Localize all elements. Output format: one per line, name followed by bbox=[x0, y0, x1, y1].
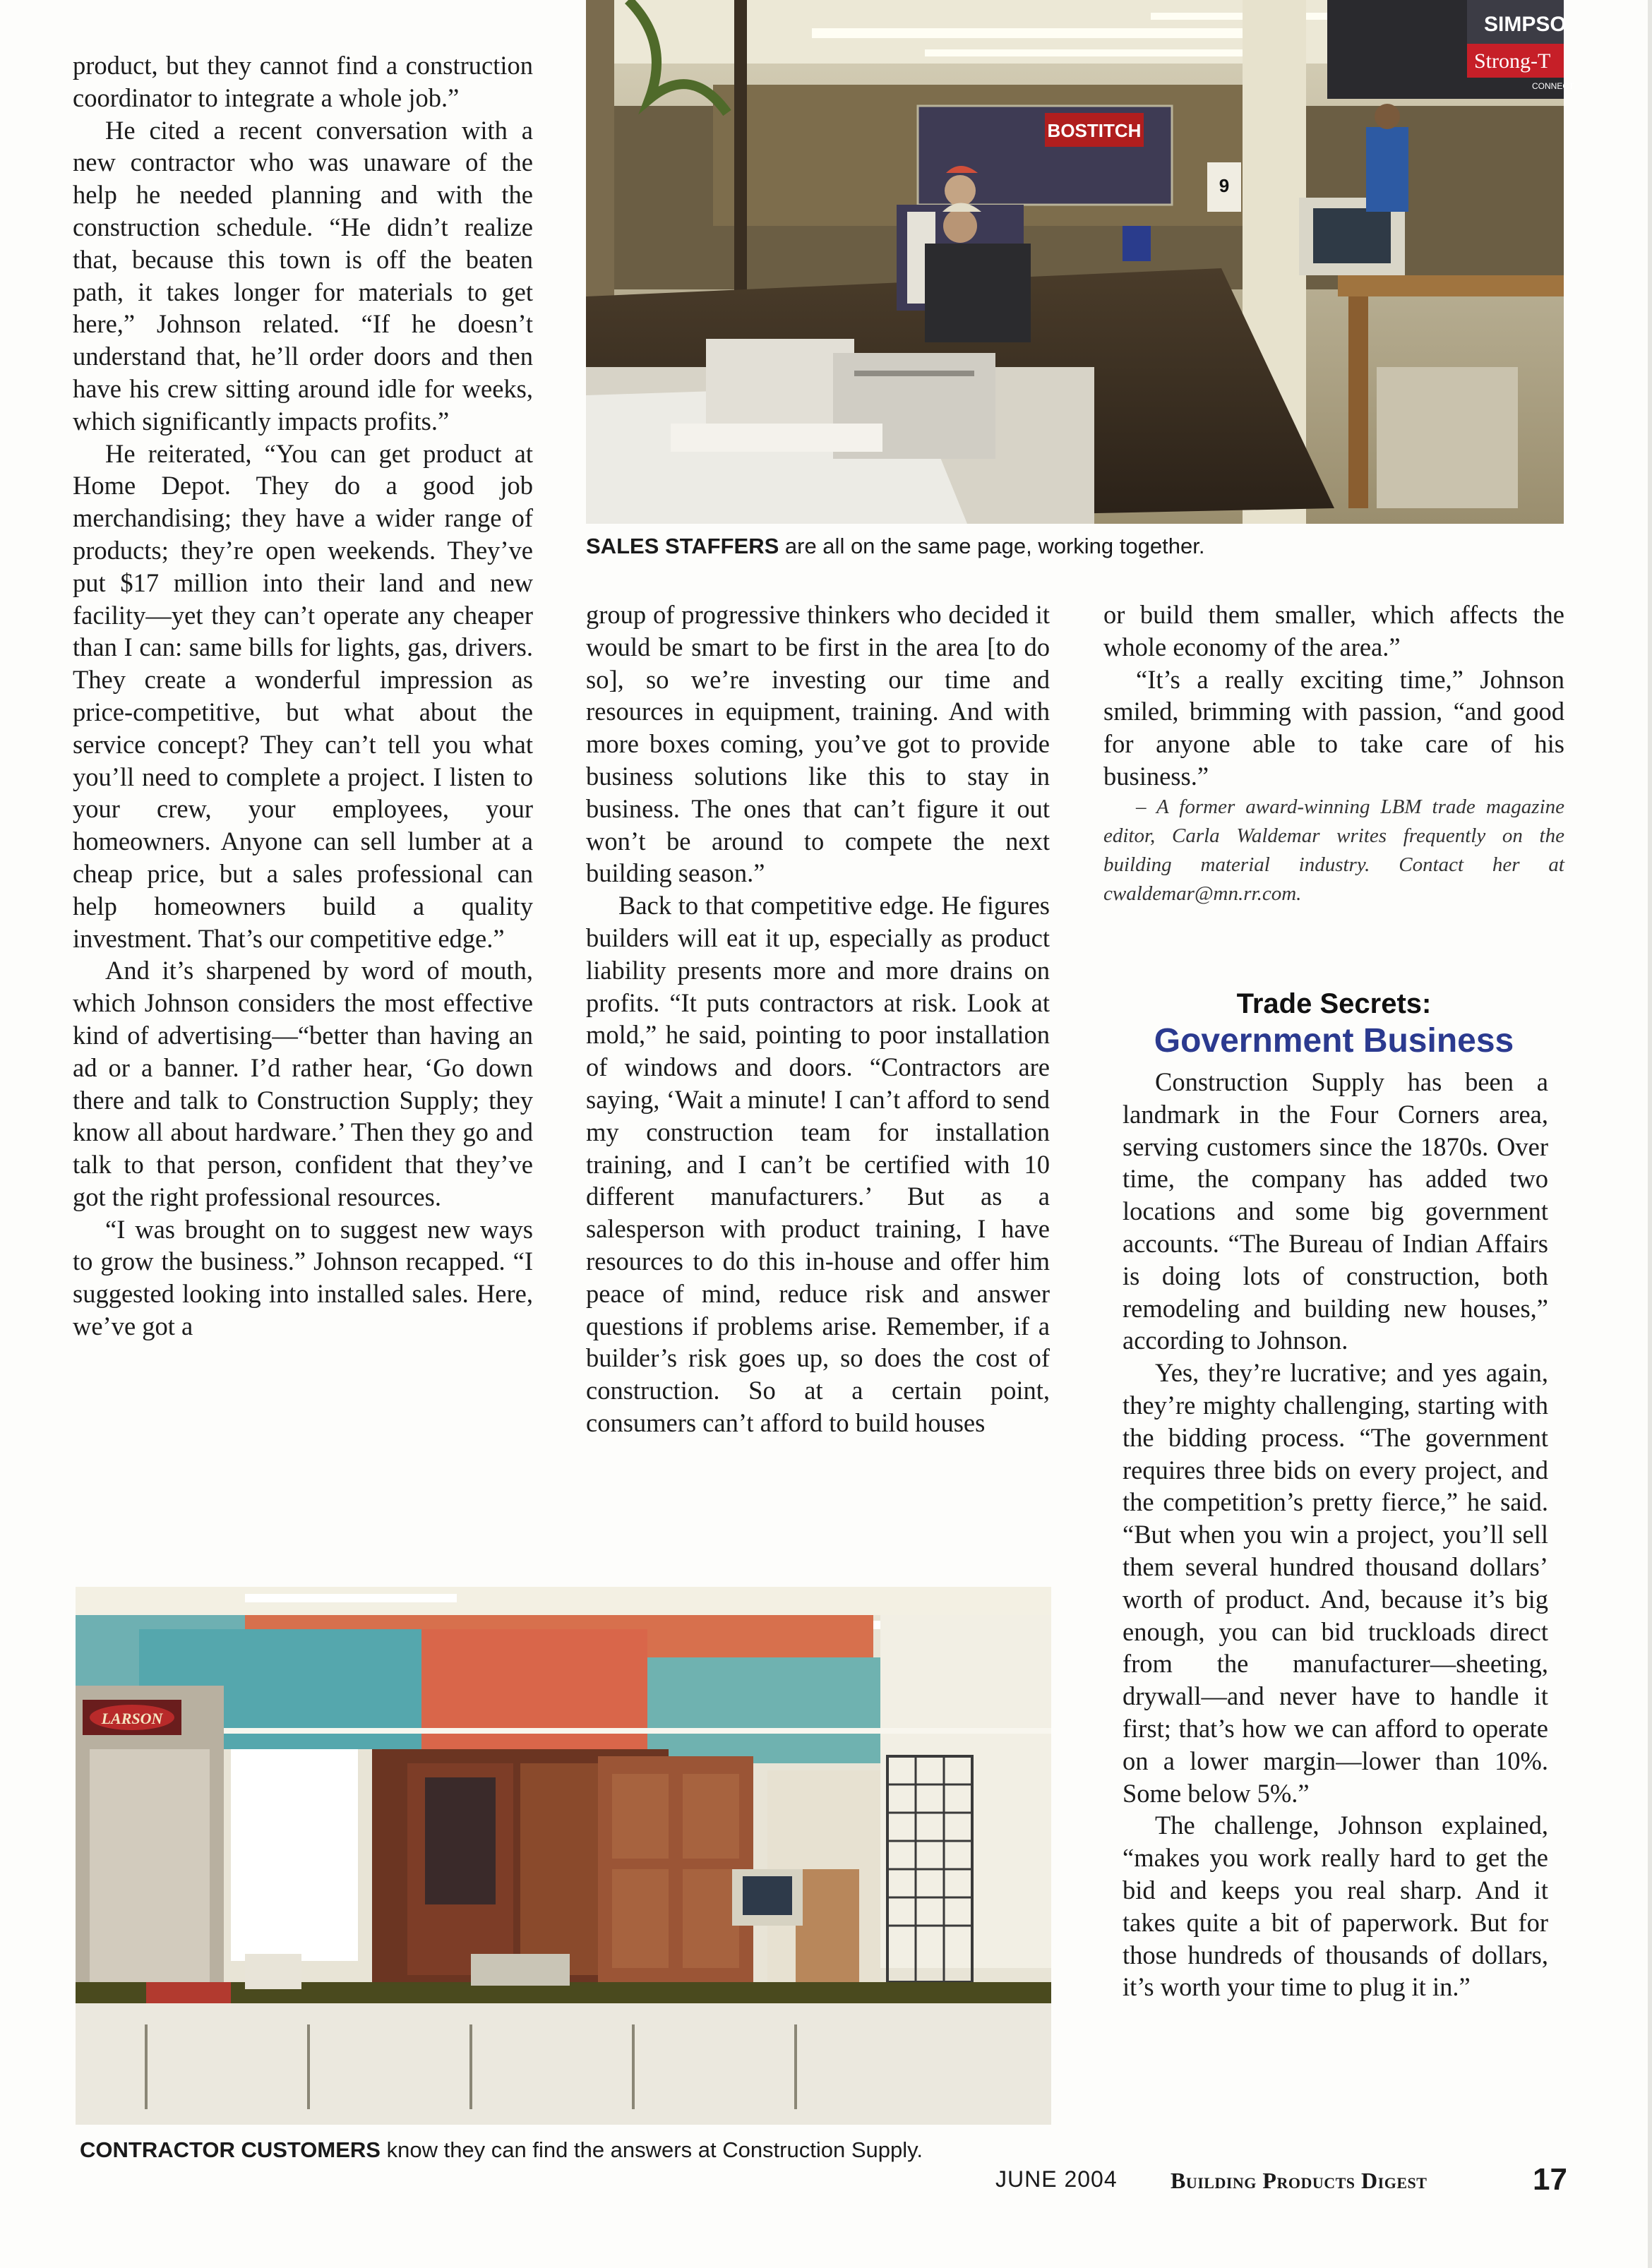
paragraph: or build them smaller, which affects the whole economy of the area.” bbox=[1103, 600, 1564, 661]
sidebar-heading bbox=[1103, 987, 1564, 1062]
caption-text: know they can find the answers at Construction Supply. bbox=[380, 2137, 923, 2162]
larson-sign-text: LARSON bbox=[101, 1710, 163, 1727]
caption-lead: SALES STAFFERS bbox=[586, 534, 779, 558]
paragraph: And it’s sharpened by word of mouth, which Johnson considers the most effective kind of advertising—“better than having an ad or a banner. I’d rather hear, ‘Go down there and talk to Construction Supply; they know all about hardware.’ Then they go and talk to that person, confident that they’ve got the right professional resources. bbox=[73, 956, 533, 1211]
paragraph: “I was brought on to suggest new ways to grow the business.” Johnson recapped. “I suggested looking into installed sales. Here, we’ve got a bbox=[73, 1214, 533, 1341]
paragraph: The challenge, Johnson explained, “makes you work really hard to get the bid and keeps you real sharp. And it takes quite a bit of paperwork. But for those hundreds of thousands of dollars, it’s worth your time to plug it in.” bbox=[1123, 1811, 1548, 2002]
author-byline: – A former award-winning LBM trade magazine editor, Carla Waldemar writes frequently on the building material industry. Contact her at cwaldemar@mn.rr.com. bbox=[1103, 795, 1564, 905]
calendar-number: 9 bbox=[1219, 175, 1230, 196]
page-footer bbox=[995, 2162, 1567, 2197]
photo-contractor-customers bbox=[76, 1587, 1051, 2125]
caption-text: are all on the same page, working together. bbox=[779, 534, 1205, 558]
paragraph: “It’s a really exciting time,” Johnson smiled, brimming with passion, “and good for anyone able to take care of his business.” bbox=[1103, 664, 1564, 791]
issue-date: JUNE 2004 bbox=[995, 2166, 1118, 2192]
sidebar-kicker: Trade Secrets: bbox=[1236, 988, 1432, 1019]
paragraph: He reiterated, “You can get product at Home Depot. They do a good job merchandising; they have a wider range of products; they’re open weekends. They’ve put $17 million into their land and new facility—yet they can’t operate any cheaper than I can: same bills for lights, gas, drivers. They create a wonderful impression as price-competitive, but what about the service concept? They can’t tell you what you’ll need to complete a project. I listen to your crew, your employees, your homeowners. Anyone can sell lumber at a cheap price, but a sales professional can help homeowners build a quality investment. That’s our competitive edge.” bbox=[73, 438, 533, 953]
paragraph: group of progressive thinkers who decided it would be smart to be first in the area [to do so], so we’re investing our time and resources in equipment, training. And with more boxes coming, you’ve got to provide business solutions like this to stay in business. The ones that can’t figure it out won’t be around to compete the next building season.” bbox=[586, 600, 1050, 888]
bostitch-sign-text: BOSTITCH bbox=[1047, 120, 1142, 141]
article-column-2 bbox=[586, 599, 1050, 1439]
strongtie-sign-text: Strong-T bbox=[1474, 49, 1551, 73]
page-number: 17 bbox=[1533, 2162, 1567, 2197]
page-edge bbox=[1648, 0, 1652, 2268]
article-column-3 bbox=[1103, 599, 1564, 908]
paragraph: Construction Supply has been a landmark in the Four Corners area, serving customers since the 1870s. Over time, the company has added two locations and some big government accounts. “The Bureau of Indian Affairs is doing lots of construction, both remodeling and building new houses,” according to Johnson. bbox=[1123, 1067, 1548, 1355]
sidebar-title: Government Business bbox=[1154, 1022, 1514, 1060]
paragraph: product, but they cannot find a construction coordinator to integrate a whole job.” bbox=[73, 51, 533, 112]
magazine-name: Building Products Digest bbox=[1171, 2168, 1427, 2193]
sidebar-body bbox=[1123, 1066, 1548, 2003]
photo-sales-staff bbox=[586, 0, 1574, 524]
paragraph: He cited a recent conversation with a new contractor who was unaware of the help he needed planning and with the construction schedule. “He didn’t realize that, because this town is off the beaten path, it takes longer for materials to get here,” Johnson related. “If he doesn’t understand that, he’ll order doors and then have his crew sitting around idle for weeks, which significantly impacts profits.” bbox=[73, 115, 533, 436]
photo-caption-sales-staff bbox=[586, 534, 1204, 559]
article-column-1 bbox=[73, 49, 533, 1343]
paragraph: Yes, they’re lucrative; and yes again, they’re mighty challenging, starting with the bidding process. “The government requires three bids on every project, and the competition’s pretty fierce,” he said. “But when you win a project, you’ll sell them several hundred thousand dollars’ worth of product. And, because it’s big enough, you can bid truckloads direct from the manufacturer—sheeting, drywall—and never have to handle it first; that’s how we can afford to operate on a lower margin—lower than 10%. Some below 5%.” bbox=[1123, 1358, 1548, 1808]
photo-caption-contractor-customers bbox=[80, 2137, 923, 2163]
simpson-sign-text: SIMPSO bbox=[1484, 13, 1567, 36]
caption-lead: CONTRACTOR CUSTOMERS bbox=[80, 2137, 381, 2162]
paragraph: Back to that competitive edge. He figures builders will eat it up, especially as product liability presents more and more drains on profits. “It puts contractors at risk. Look at mold,” he said, pointing to poor installation of windows and doors. “Contractors are saying, ‘Wait a minute! I can’t afford to send my construction team for installation training, and I can’t be certified with 10 different manufacturers.’ But as a salesperson with product training, I have resources to do this in-house and offer him peace of mind, reduce risk and answer questions if problems arise. Remember, if a builder’s risk goes up, so does the cost of construction. So at a certain point, consumers can’t afford to build houses bbox=[586, 891, 1050, 1437]
connect-sign-text: CONNECT bbox=[1532, 81, 1574, 91]
